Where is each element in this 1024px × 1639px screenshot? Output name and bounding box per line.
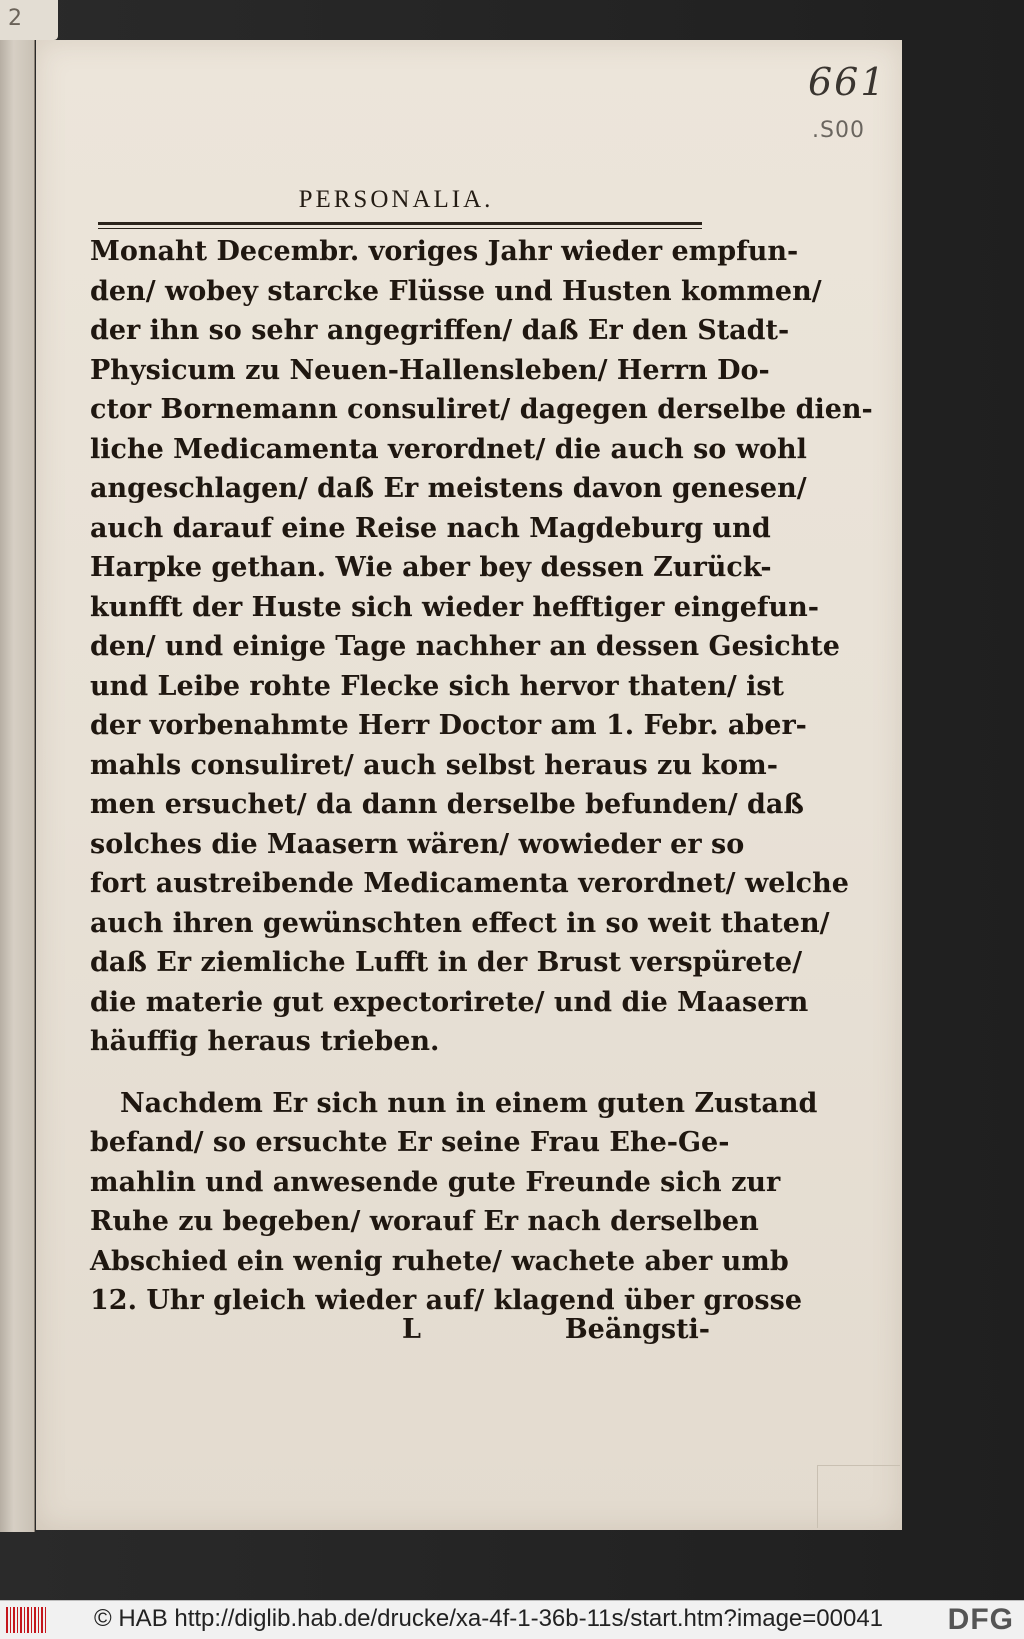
text-line: auch ihren gewünschten effect in so weit thaten/ bbox=[90, 907, 830, 939]
text-line: solches die Maasern wären/ wowieder er so bbox=[90, 828, 745, 860]
text-line: Abschied ein wenig ruhete/ wachete aber umb bbox=[90, 1245, 789, 1277]
text-line: Ruhe zu begeben/ worauf Er nach derselben bbox=[90, 1206, 759, 1237]
text-line: kunfft der Huste sich wieder hefftiger eingefun- bbox=[90, 591, 819, 623]
text-line: befand/ so ersuchte Er seine Frau Ehe-Ge- bbox=[90, 1127, 730, 1158]
library-stamp: .S00 bbox=[812, 118, 865, 143]
text-line: und Leibe rohte Flecke sich hervor thaten/ ist bbox=[90, 670, 785, 702]
text-line: ctor Bornemann consuliret/ dagegen derselbe dien- bbox=[90, 394, 873, 425]
text-line: der vorbenahmte Herr Doctor am 1. Febr. aber- bbox=[90, 710, 807, 741]
text-line: auch darauf eine Reise nach Magdeburg und bbox=[90, 512, 771, 544]
head-rule bbox=[98, 222, 702, 225]
text-line: mahlin und anwesende gute Freunde sich zur bbox=[90, 1166, 781, 1198]
catch-line bbox=[90, 1314, 710, 1354]
dfg-logo: DFG bbox=[947, 1603, 1014, 1636]
text-line: den/ und einige Tage nachher an dessen Gesichte bbox=[90, 631, 840, 662]
corner-tab bbox=[0, 0, 58, 40]
catchword: Beängsti- bbox=[564, 1314, 710, 1345]
book-page bbox=[36, 40, 902, 1530]
text-line: daß Er ziemliche Lufft in der Brust verspürete/ bbox=[90, 947, 803, 978]
text-line: der ihn so sehr angegriffen/ daß Er den Stadt- bbox=[90, 315, 790, 346]
barcode-icon bbox=[6, 1607, 46, 1633]
page-corner-fold bbox=[817, 1465, 900, 1528]
body-text bbox=[90, 232, 873, 1321]
text-line: liche Medicamenta verordnet/ die auch so wohl bbox=[90, 433, 807, 465]
text-line: Physicum zu Neuen-Hallensleben/ Herrn Do- bbox=[90, 354, 770, 386]
source-link[interactable]: © HAB http://diglib.hab.de/drucke/xa-4f-1-36b-11s/start.htm?image=00041 bbox=[94, 1605, 884, 1632]
text-line: den/ wobey starcke Flüsse und Husten kommen/ bbox=[90, 275, 822, 307]
text-line: 12. Uhr gleich wieder auf/ klagend über grosse bbox=[90, 1285, 803, 1316]
text-line: häuffig heraus trieben. bbox=[90, 1026, 440, 1057]
corner-mark: 2 bbox=[8, 6, 22, 31]
head-rule-thin bbox=[98, 228, 702, 229]
viewer-footer bbox=[0, 1600, 1024, 1639]
text-line: fort austreibende Medicamenta verordnet/ welche bbox=[90, 868, 849, 899]
text-line: men ersuchet/ da dann derselbe befunden/ daß bbox=[90, 789, 804, 820]
text-line: Nachdem Er sich nun in einem guten Zustand bbox=[120, 1087, 818, 1119]
signature-mark: L bbox=[402, 1314, 421, 1345]
text-line: Harpke gethan. Wie aber bey dessen Zurück- bbox=[90, 552, 772, 583]
text-line: angeschlagen/ daß Er meistens davon genesen/ bbox=[90, 473, 807, 504]
previous-page-edge bbox=[0, 38, 35, 1532]
text-line: mahls consuliret/ auch selbst heraus zu kom- bbox=[90, 749, 778, 781]
running-head: PERSONALIA. bbox=[298, 186, 494, 213]
text-line: die materie gut expectorirete/ und die Maasern bbox=[90, 986, 809, 1018]
text-line: Monaht Decembr. voriges Jahr wieder empfun- bbox=[90, 236, 799, 267]
folio-number: 661 bbox=[808, 60, 887, 104]
paragraph-gap bbox=[90, 1062, 710, 1084]
